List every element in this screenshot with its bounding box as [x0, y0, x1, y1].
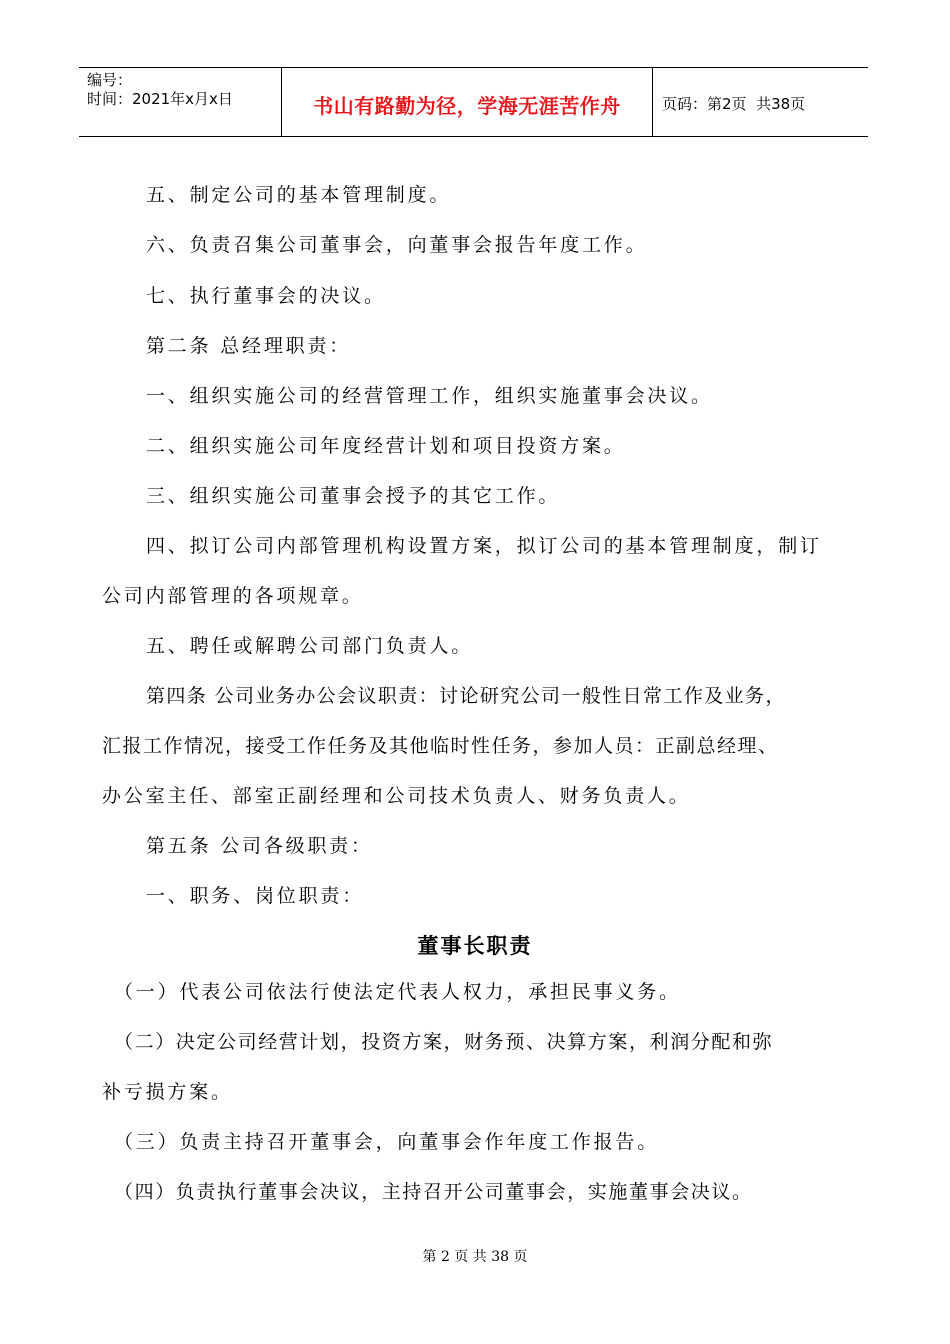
paragraph-line: 四、拟订公司内部管理机构设置方案，拟订公司的基本管理制度，制订 [146, 535, 822, 557]
article-heading: 第二条 总经理职责： [146, 335, 352, 357]
paragraph-line: 补亏损方案。 [102, 1081, 233, 1103]
paragraph-line: 汇报工作情况，接受工作任务及其他临时性任务，参加人员：正副总经理、 [102, 735, 779, 757]
paragraph-line: （四）负责执行董事会决议，主持召开公司董事会，实施董事会决议。 [114, 1181, 753, 1203]
paragraph-line: 公司内部管理的各项规章。 [102, 585, 364, 607]
header-motto-cell [282, 68, 653, 136]
header-meta-cell [79, 68, 282, 136]
paragraph-line: 二、组织实施公司年度经营计划和项目投资方案。 [146, 435, 626, 457]
section-title: 董事长职责 [417, 934, 533, 958]
page-footer: 第 2 页 共 38 页 [422, 1249, 528, 1265]
header-page-cell [653, 68, 868, 136]
paragraph-line: 一、组织实施公司的经营管理工作，组织实施董事会决议。 [146, 385, 713, 407]
document-number-label: 编号： [87, 71, 133, 89]
paragraph-line: （一）代表公司依法行使法定代表人权力，承担民事义务。 [114, 981, 681, 1003]
paragraph-line: （二）决定公司经营计划，投资方案，财务预、决算方案，利润分配和弥 [114, 1031, 774, 1053]
paragraph-line: 七、执行董事会的决议。 [146, 285, 386, 307]
header-motto: 书山有路勤为径，学海无涯苦作舟 [313, 93, 621, 118]
paragraph-line: 六、负责召集公司董事会，向董事会报告年度工作。 [146, 234, 648, 256]
paragraph-line: 五、聘任或解聘公司部门负责人。 [146, 635, 474, 657]
document-header [79, 67, 868, 137]
paragraph-line: 三、组织实施公司董事会授予的其它工作。 [146, 485, 561, 507]
document-date: 时间：2021年x月x日 [87, 90, 233, 108]
paragraph-line: 五、制定公司的基本管理制度。 [146, 184, 452, 206]
paragraph-line: 办公室主任、部室正副经理和公司技术负责人、财务负责人。 [102, 785, 691, 807]
article-heading: 第四条 公司业务办公会议职责：讨论研究公司一般性日常工作及业务， [146, 685, 786, 707]
paragraph-line: （三）负责主持召开董事会，向董事会作年度工作报告。 [114, 1131, 660, 1153]
paragraph-line: 一、职务、岗位职责： [146, 885, 365, 907]
article-heading: 第五条 公司各级职责： [146, 835, 373, 857]
header-page-info: 页码：第2页 共38页 [662, 94, 806, 113]
